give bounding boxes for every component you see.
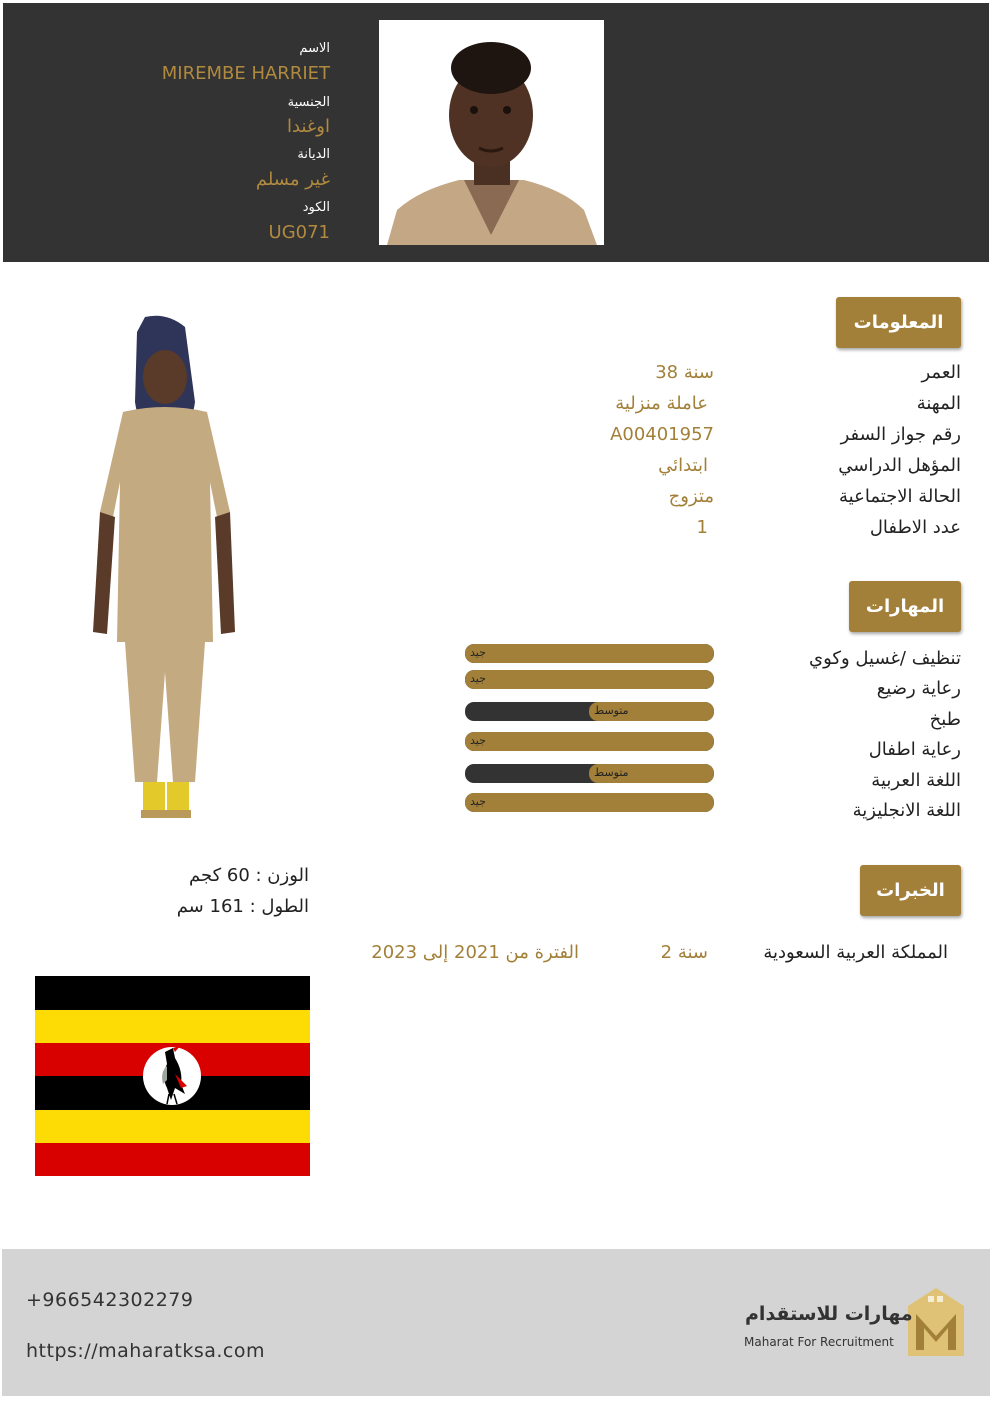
info-label-profession: المهنة xyxy=(916,393,961,414)
skill-level-text: جيد xyxy=(470,672,486,685)
portrait-photo xyxy=(379,20,604,245)
skill-level-text: متوسط xyxy=(594,704,629,717)
skill-label: اللغة العربية xyxy=(871,770,961,791)
nationality-value: اوغندا xyxy=(287,116,330,137)
info-value-children: 1 xyxy=(696,517,708,538)
website-link[interactable]: https://maharatksa.com xyxy=(26,1340,266,1362)
skill-level-bar xyxy=(465,732,714,751)
skill-label: رعاية اطفال xyxy=(868,739,961,760)
skill-level-fill xyxy=(465,732,714,751)
info-section-title: المعلومات xyxy=(836,297,961,348)
info-label-children: عدد الاطفال xyxy=(869,517,961,538)
skill-level-bar xyxy=(465,702,714,721)
info-value-passport: A00401957 xyxy=(610,424,714,445)
skill-level-fill xyxy=(465,670,714,689)
info-label-age: العمر xyxy=(921,362,961,383)
experience-section-title: الخبرات xyxy=(860,865,961,916)
experience-duration: 2 سنة xyxy=(660,942,708,963)
info-value-education: ابتدائي xyxy=(658,455,708,476)
skill-level-text: جيد xyxy=(470,646,486,659)
info-value-marital: متزوج xyxy=(668,486,714,507)
phone-number: +966542302279 xyxy=(26,1289,194,1311)
skill-level-fill xyxy=(465,793,714,812)
skill-level-bar xyxy=(465,670,714,689)
full-body-photo xyxy=(45,312,265,837)
name-label: الاسم xyxy=(299,41,330,56)
skill-level-bar xyxy=(465,793,714,812)
uganda-flag-icon xyxy=(35,976,310,1176)
religion-label: الديانة xyxy=(297,147,330,162)
religion-value: غير مسلم xyxy=(255,169,330,190)
skill-level-text: متوسط xyxy=(594,766,629,779)
name-value: MIREMBE HARRIET xyxy=(161,63,330,84)
info-label-passport: رقم جواز السفر xyxy=(840,424,961,445)
skill-level-fill xyxy=(465,644,714,663)
skill-label: تنظيف /غسيل وكوي xyxy=(809,648,961,669)
height-text: الطول : 161 سم xyxy=(176,896,309,917)
code-label: الكود xyxy=(302,200,330,215)
skill-level-text: جيد xyxy=(470,734,486,747)
skill-label: اللغة الانجليزية xyxy=(852,800,961,821)
weight-text: الوزن : 60 كجم xyxy=(189,865,309,886)
skill-label: طبخ xyxy=(929,709,961,730)
skill-label: رعاية رضيع xyxy=(876,678,961,699)
experience-country: المملكة العربية السعودية xyxy=(763,942,948,963)
experience-period: الفترة من 2021 إلى 2023 xyxy=(371,942,579,963)
logo-arabic-text: مهارات للاستقدام xyxy=(745,1303,913,1325)
info-value-age: 38 سنة xyxy=(655,362,714,383)
info-value-profession: عاملة منزلية xyxy=(615,393,708,414)
skills-section-title: المهارات xyxy=(849,581,961,632)
skill-level-bar xyxy=(465,764,714,783)
info-label-marital: الحالة الاجتماعية xyxy=(839,486,961,507)
nationality-label: الجنسية xyxy=(287,95,330,110)
info-label-education: المؤهل الدراسي xyxy=(838,455,961,476)
skill-level-bar xyxy=(465,644,714,663)
skill-level-text: جيد xyxy=(470,795,486,808)
code-value: UG071 xyxy=(268,222,330,243)
logo-english-text: Maharat For Recruitment xyxy=(744,1335,894,1349)
